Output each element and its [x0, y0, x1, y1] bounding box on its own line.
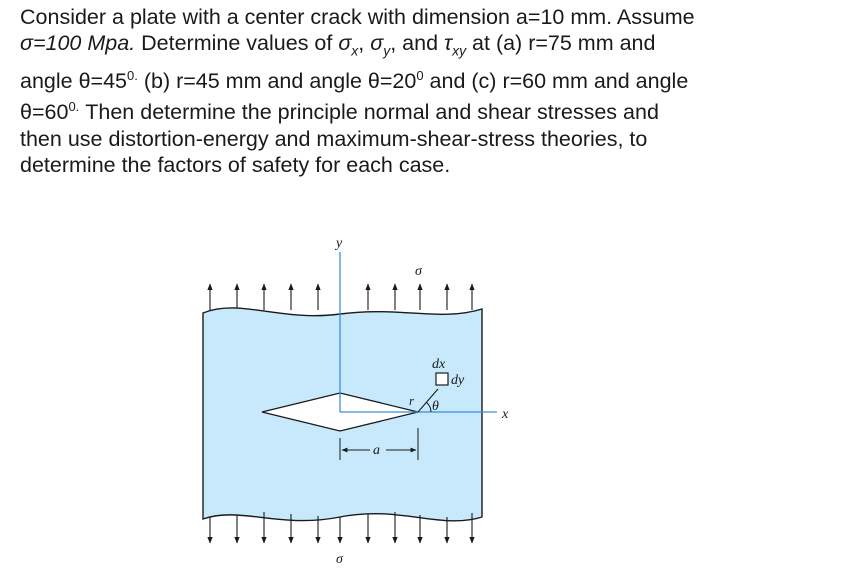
a-label: a — [373, 443, 380, 458]
x-axis-label: x — [502, 407, 509, 422]
r-label: r — [409, 393, 415, 408]
sigma-x: $\sigma_x$ — [338, 31, 359, 59]
y-axis-label: y — [336, 236, 343, 251]
text: at (a) r=75 mm and — [466, 31, 656, 55]
sigma-y: $\sigma_y$ — [370, 31, 391, 59]
sigma-top-label: σ — [415, 264, 422, 279]
text: Determine values of — [135, 31, 339, 55]
theta-label: θ — [432, 399, 439, 414]
problem-line-5: then use distortion-energy and maximum-shear-stress theories, to — [20, 126, 648, 151]
sigma-bottom-label: σ — [336, 552, 343, 567]
problem-line-3: angle $\theta=45^{0.}$ (b) r=45 mm and angle $\theta=20^0$ and (c) r=60 mm and angle — [20, 68, 689, 94]
problem-line-6: determine the factors of safety for each case. — [20, 152, 451, 177]
stress-element — [436, 373, 448, 385]
dy-label: dy — [451, 373, 465, 388]
tau-xy: $\tau_{xy}$ — [444, 31, 467, 59]
top-stress-arrows — [210, 284, 472, 310]
text: , and — [390, 31, 445, 55]
sigma-value: σ=100 Mpa. — [20, 31, 136, 55]
text: , — [358, 31, 371, 55]
problem-line-4: $\theta=60^{0.}$ Then determine the principle normal and shear stresses and — [20, 99, 659, 125]
dx-label: dx — [432, 357, 446, 372]
problem-line-1: Consider a plate with a center crack with dimension a=10 mm. Assume — [20, 5, 695, 29]
